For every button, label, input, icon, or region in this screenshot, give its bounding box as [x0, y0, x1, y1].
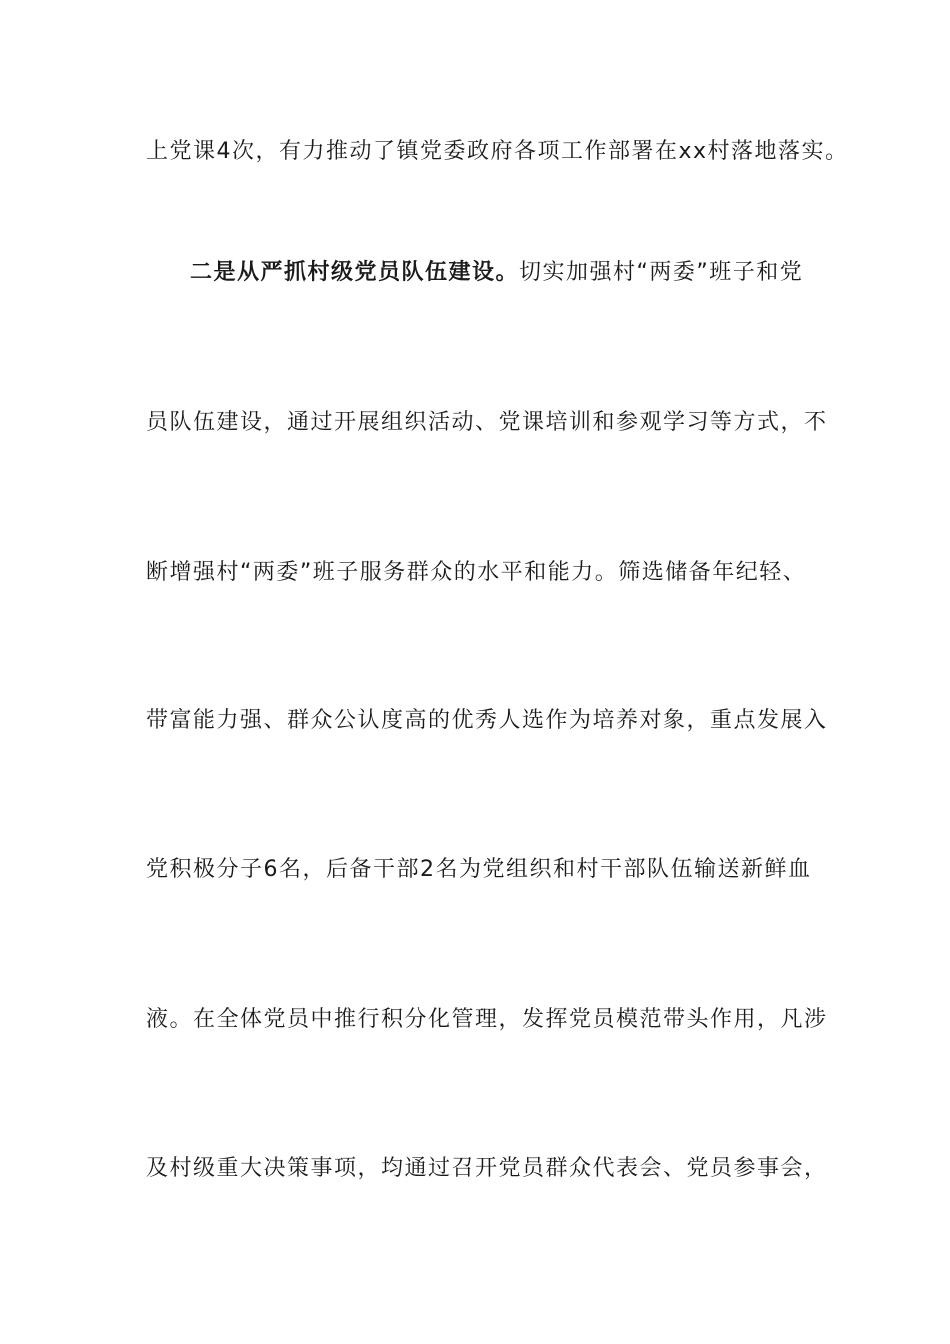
paragraph-line: 上党课4次，有力推动了镇党委政府各项工作部署在xx村落地落实。 [146, 139, 849, 164]
paragraph-line: 党积极分子6名，后备干部2名为党组织和村干部队伍输送新鲜血 [146, 857, 812, 882]
paragraph-line: 液。在全体党员中推行积分化管理，发挥党员模范带头作用，凡涉 [146, 1007, 828, 1032]
paragraph-line: 带富能力强、群众公认度高的优秀人选作为培养对象，重点发展入 [146, 708, 828, 733]
paragraph-line: 及村级重大决策事项，均通过召开党员群众代表会、党员参事会， [146, 1156, 828, 1181]
paragraph-line: 员队伍建设，通过开展组织活动、党课培训和参观学习等方式，不 [146, 410, 828, 435]
paragraph-line-with-heading [190, 258, 850, 288]
paragraph-line: 断增强村“两委”班子服务群众的水平和能力。筛选储备年纪轻、 [146, 560, 807, 585]
section-heading: 二是从严抓村级党员队伍建设。 [190, 260, 520, 285]
paragraph-text: 切实加强村“两委”班子和党 [519, 260, 804, 285]
